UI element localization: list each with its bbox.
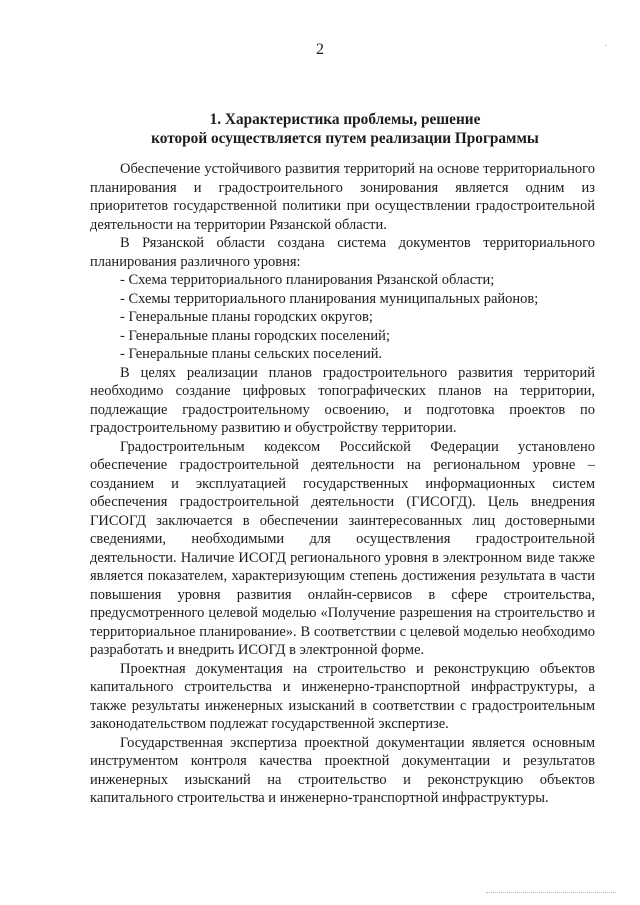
- paragraph: В целях реализации планов градостроительного развития территорий необходимо создание цифровых топографических планов на территории, подлежащие градостроительному освоению, и подготовка проектов по градостроительному развитию и обустройству территории.: [90, 364, 595, 436]
- paragraph: Градостроительным кодексом Российской Федерации установлено обеспечение градостроительной деятельности на региональном уровне – созданием и эксплуатацией государственных информационных систем обеспечения градостроительной деятельности (ГИСОГД). Цель внедрения ГИСОГД заключается в обеспечении заинтересованных лиц достоверными сведениями, необходимыми для осуществления градостроительной деятельности. Наличие ИСОГД регионального уровня в электронном виде также является показателем, характеризующим степень достижения результата в части повышения уровня развития онлайн-сервисов в сфере строительства, предусмотренного целевой моделью «Получение разрешения на строительство и территориальное планирование». В соответствии с целевой моделью необходимо разработать и внедрить ИСОГД в электронной форме.: [90, 438, 595, 658]
- paragraph: Обеспечение устойчивого развития территорий на основе территориального планирования и градостроительного зонирования является одним из приоритетов государственной политики при осуществлении градостроительной деятельности на территории Рязанской области.: [90, 161, 595, 233]
- plan-list: [90, 271, 595, 364]
- document-body: [90, 160, 595, 808]
- list-item: - Генеральные планы сельских поселений.: [90, 345, 595, 364]
- scan-artifact-dots: [486, 892, 616, 893]
- list-item: - Схема территориального планирования Рязанской области;: [90, 271, 595, 290]
- section-heading: [90, 110, 600, 148]
- paragraph: Проектная документация на строительство и реконструкцию объектов капитального строительства и инженерно-транспортной инфраструктуры, а также результаты инженерных изысканий в соответствии с градостроительным законодательством подлежат государственной экспертизе.: [90, 660, 595, 732]
- corner-mark: ·: [604, 40, 608, 52]
- paragraph: В Рязанской области создана система документов территориального планирования различного уровня:: [90, 235, 595, 270]
- heading-line-2: которой осуществляется путем реализации Программы: [151, 130, 539, 147]
- page-number: 2: [316, 41, 324, 58]
- list-item: - Генеральные планы городских поселений;: [90, 327, 595, 346]
- list-item: - Схемы территориального планирования муниципальных районов;: [90, 290, 595, 309]
- heading-line-1: 1. Характеристика проблемы, решение: [209, 111, 481, 128]
- list-item: - Генеральные планы городских округов;: [90, 308, 595, 327]
- paragraph: Государственная экспертиза проектной документации является основным инструментом контроля качества проектной документации и результатов инженерных изысканий на строительство и реконструкцию объектов капитального строительства и инженерно-транспортной инфраструктуры.: [90, 734, 595, 806]
